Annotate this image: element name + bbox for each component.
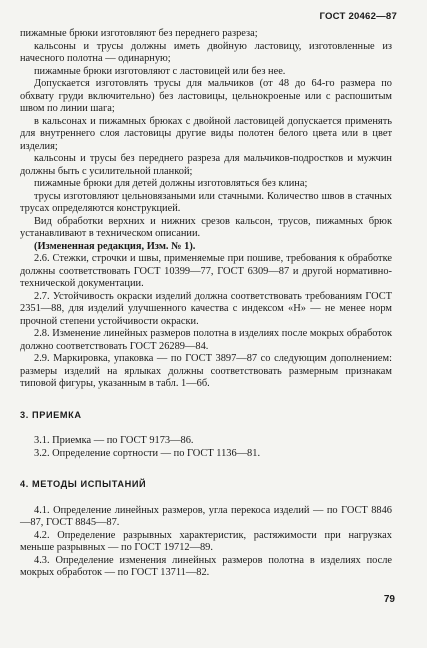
clause-4-3: 4.3. Определение изменения линейных размеров полотна в изделиях после мокрых обработок — по ГОСТ 13711—82.: [20, 554, 392, 578]
clause-4-2: 4.2. Определение разрывных характеристик, растяжимости при нагрузках меньше разрывных — по ГОСТ 19712—89.: [20, 529, 392, 553]
paragraph: пижамные брюки изготовляют без переднего разреза;: [20, 28, 258, 39]
section-heading-test-methods: 4. МЕТОДЫ ИСПЫТАНИЙ: [20, 479, 147, 489]
paragraph: кальсоны и трусы должны иметь двойную ластовицу, изготовленные из начесного полотна — одинарную;: [20, 40, 392, 64]
paragraph: пижамные брюки для детей должны изготовляться без клина;: [34, 178, 308, 189]
clause-2-9: 2.9. Маркировка, упаковка — по ГОСТ 3897—87 со следующим дополнением: размеры изделий на ярлыках должны соответствовать размерным признакам типовой фигуры, указанным в табл. 1—6б.: [20, 353, 392, 389]
page-number: 79: [383, 594, 395, 605]
clause-2-7: 2.7. Устойчивость окраски изделий должна соответствовать требованиям ГОСТ 2351—88, для изделий улучшенного качества с индексом «Н» — не менее норм прочной степени устойчивости окраски.: [20, 290, 392, 327]
amendment-note: (Измененная редакция, Изм. № 1).: [34, 240, 196, 252]
paragraph: в кальсонах и пижамных брюках с двойной ластовицей допускается применять для внутреннего слоя ластовицы другие виды полотен белого цвета или в цвет изделия;: [20, 115, 392, 152]
body-text: [20, 28, 392, 580]
paragraph: пижамные брюки изготовляют с ластовицей или без нее.: [34, 65, 286, 77]
clause-2-8: 2.8. Изменение линейных размеров полотна в изделиях после мокрых обработок должно соответствовать ГОСТ 26289—84.: [20, 328, 392, 352]
paragraph: Допускается изготовлять трусы для мальчиков (от 48 до 64-го размера по обхвату груди включительно) без ластовицы, цельнокроеные или с распошитым швом по линии шага;: [20, 78, 392, 114]
clause-4-1: 4.1. Определение линейных размеров, угла перекоса изделий — по ГОСТ 8846—87, ГОСТ 8845—87.: [20, 504, 392, 528]
paragraph: кальсоны и трусы без переднего разреза для мальчиков-подростков и мужчин должны быть с усилительной планкой;: [20, 153, 392, 177]
clause-2-6: 2.6. Стежки, строчки и швы, применяемые при пошиве, требования к обработке должны соответствовать ГОСТ 10399—77, ГОСТ 6309—87 и другой нормативно-технической документации.: [20, 253, 392, 289]
paragraph: Вид обработки верхних и нижних срезов кальсон, трусов, пижамных брюк устанавливают в техническом описании.: [20, 215, 392, 239]
paragraph: трусы изготовляют цельновязаными или стачными. Количество швов в стачных трусах определяются конструкцией.: [20, 190, 392, 214]
page-header-standard-number: ГОСТ 20462—87: [319, 11, 397, 22]
clause-3-1: 3.1. Приемка — по ГОСТ 9173—86.: [34, 435, 194, 446]
clause-3-2: 3.2. Определение сортности — по ГОСТ 1136—81.: [34, 447, 261, 459]
section-heading-acceptance: 3. ПРИЕМКА: [20, 409, 82, 420]
